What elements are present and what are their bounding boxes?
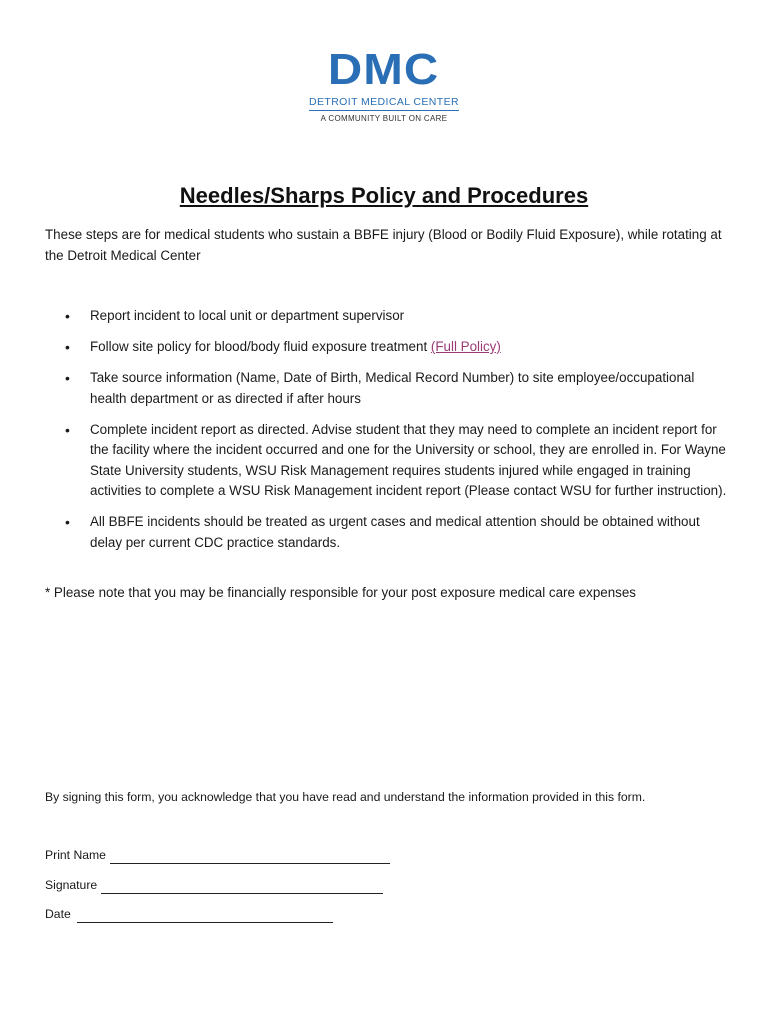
list-item-text: Follow site policy for blood/body fluid exposure treatment xyxy=(90,339,431,354)
list-item xyxy=(45,368,730,409)
list-item-text: Take source information (Name, Date of Birth, Medical Record Number) to site employee/occupational health department or as directed if after hours xyxy=(90,370,695,406)
list-item xyxy=(45,337,730,358)
acknowledgement-text: By signing this form, you acknowledge that you have read and understand the information provided in this form. xyxy=(45,790,646,804)
signature-row xyxy=(45,876,383,894)
list-item-text: All BBFE incidents should be treated as urgent cases and medical attention should be obtained without delay per current CDC practice standards. xyxy=(90,514,700,550)
logo-tagline: A COMMUNITY BUILT ON CARE xyxy=(320,114,448,123)
signature-line[interactable] xyxy=(101,879,383,894)
date-line[interactable] xyxy=(77,908,333,923)
signature-label: Signature xyxy=(45,878,98,892)
intro-paragraph: These steps are for medical students who sustain a BBFE injury (Blood or Bodily Fluid Exposure), while rotating at the Detroit Medical Center xyxy=(45,227,722,263)
print-name-label: Print Name xyxy=(45,848,106,862)
list-item-text: Report incident to local unit or department supervisor xyxy=(90,308,405,323)
date-label: Date xyxy=(45,907,71,921)
financial-note: * Please note that you may be financially responsible for your post exposure medical care expenses xyxy=(45,585,637,600)
dmc-logo xyxy=(0,45,768,123)
list-item-text: Complete incident report as directed. Advise student that they may need to complete an incident report for the facility where the incident occurred and one for the University or school, they are enrolled in. For Wayne State University students, WSU Risk Management requires students injured while engaged in training activities to complete a WSU Risk Management incident report (Please contact WSU for further instruction). xyxy=(90,421,727,498)
logo-mark: DMC xyxy=(328,45,440,94)
print-name-line[interactable] xyxy=(110,849,390,864)
full-policy-link[interactable]: (Full Policy) xyxy=(430,339,501,354)
procedure-list xyxy=(45,306,730,564)
date-row xyxy=(45,905,333,923)
list-item xyxy=(45,306,730,327)
logo-name: DETROIT MEDICAL CENTER xyxy=(309,96,459,111)
print-name-row xyxy=(45,846,390,864)
page-title: Needles/Sharps Policy and Procedures xyxy=(179,183,589,208)
list-item xyxy=(45,420,730,502)
list-item xyxy=(45,512,730,553)
